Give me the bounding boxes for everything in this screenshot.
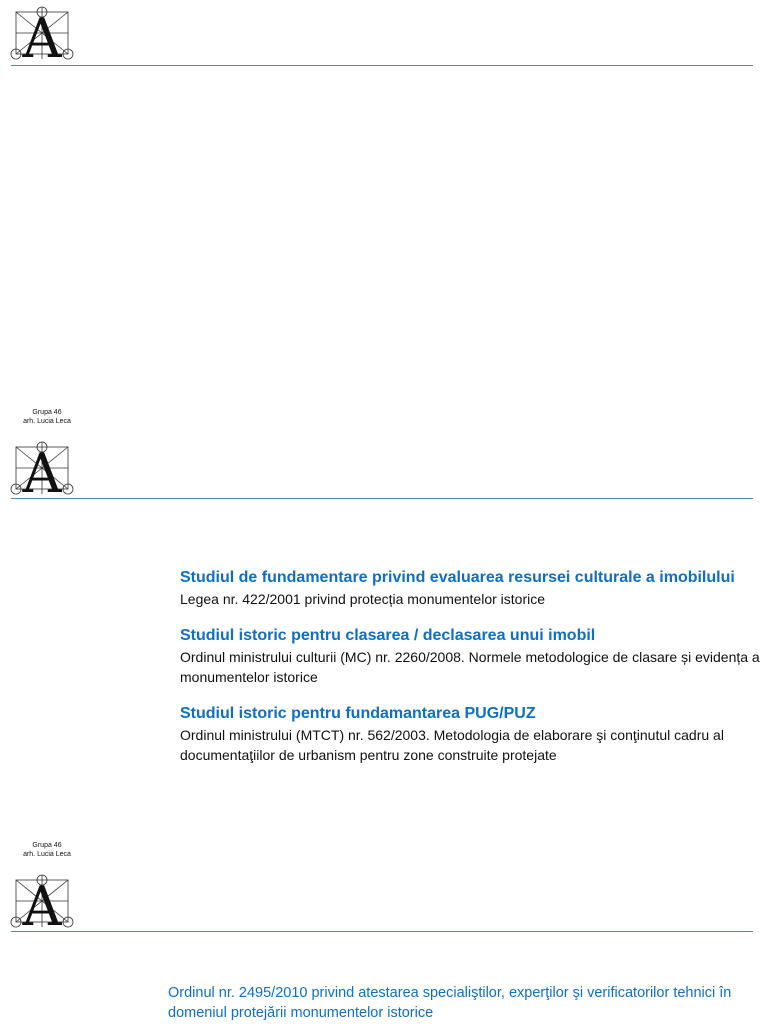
- section-title: Studiul istoric pentru clasarea / declasarea unui imobil: [180, 627, 596, 644]
- header-rule: [11, 498, 753, 499]
- slide-3: [0, 842, 768, 1024]
- logo-letter: A: [22, 875, 62, 929]
- section-text: Legea nr. 422/2001 privind protecția monumentelor istorice: [180, 591, 545, 607]
- caption-author: arh. Lucia Leca: [23, 851, 71, 858]
- header-rule: [11, 931, 753, 932]
- slide-content: [180, 566, 760, 780]
- vitruvian-letter-a-logo-icon: [10, 871, 74, 929]
- header-rule: [11, 65, 753, 66]
- section-2: [180, 624, 760, 687]
- section-title: Studiul de fundamentare privind evaluarea resursei culturale a imobilului: [180, 569, 735, 586]
- section-text: Ordinul ministrului (MTCT) nr. 562/2003. Metodologia de elaborare şi conţinutul cadru al documentaţiilor de urbanism pentru zone construite protejate: [180, 727, 724, 763]
- vitruvian-letter-a-logo-icon: [10, 3, 74, 61]
- section-1: [180, 566, 760, 609]
- author-caption: [12, 408, 82, 426]
- slide-2: [0, 409, 768, 866]
- section-3: [180, 702, 760, 765]
- logo-letter: A: [22, 7, 62, 61]
- caption-group: Grupa 46: [32, 409, 62, 416]
- caption-group: Grupa 46: [32, 842, 62, 849]
- logo-letter: A: [22, 442, 62, 496]
- vitruvian-letter-a-logo-icon: [10, 438, 74, 496]
- caption-author: arh. Lucia Leca: [23, 418, 71, 425]
- ordinance-note: Ordinul nr. 2495/2010 privind atestarea specialiştilor, experţilor şi verificatorilor tehnici în domeniul protejării monumentelor istorice: [168, 985, 732, 1021]
- section-text: Ordinul ministrului culturii (MC) nr. 2260/2008. Normele metodologice de clasare și evidența a monumentelor istorice: [180, 649, 760, 685]
- author-caption: [12, 841, 82, 859]
- slide-1: [0, 0, 768, 433]
- section-title: Studiul istoric pentru fundamantarea PUG/PUZ: [180, 705, 536, 722]
